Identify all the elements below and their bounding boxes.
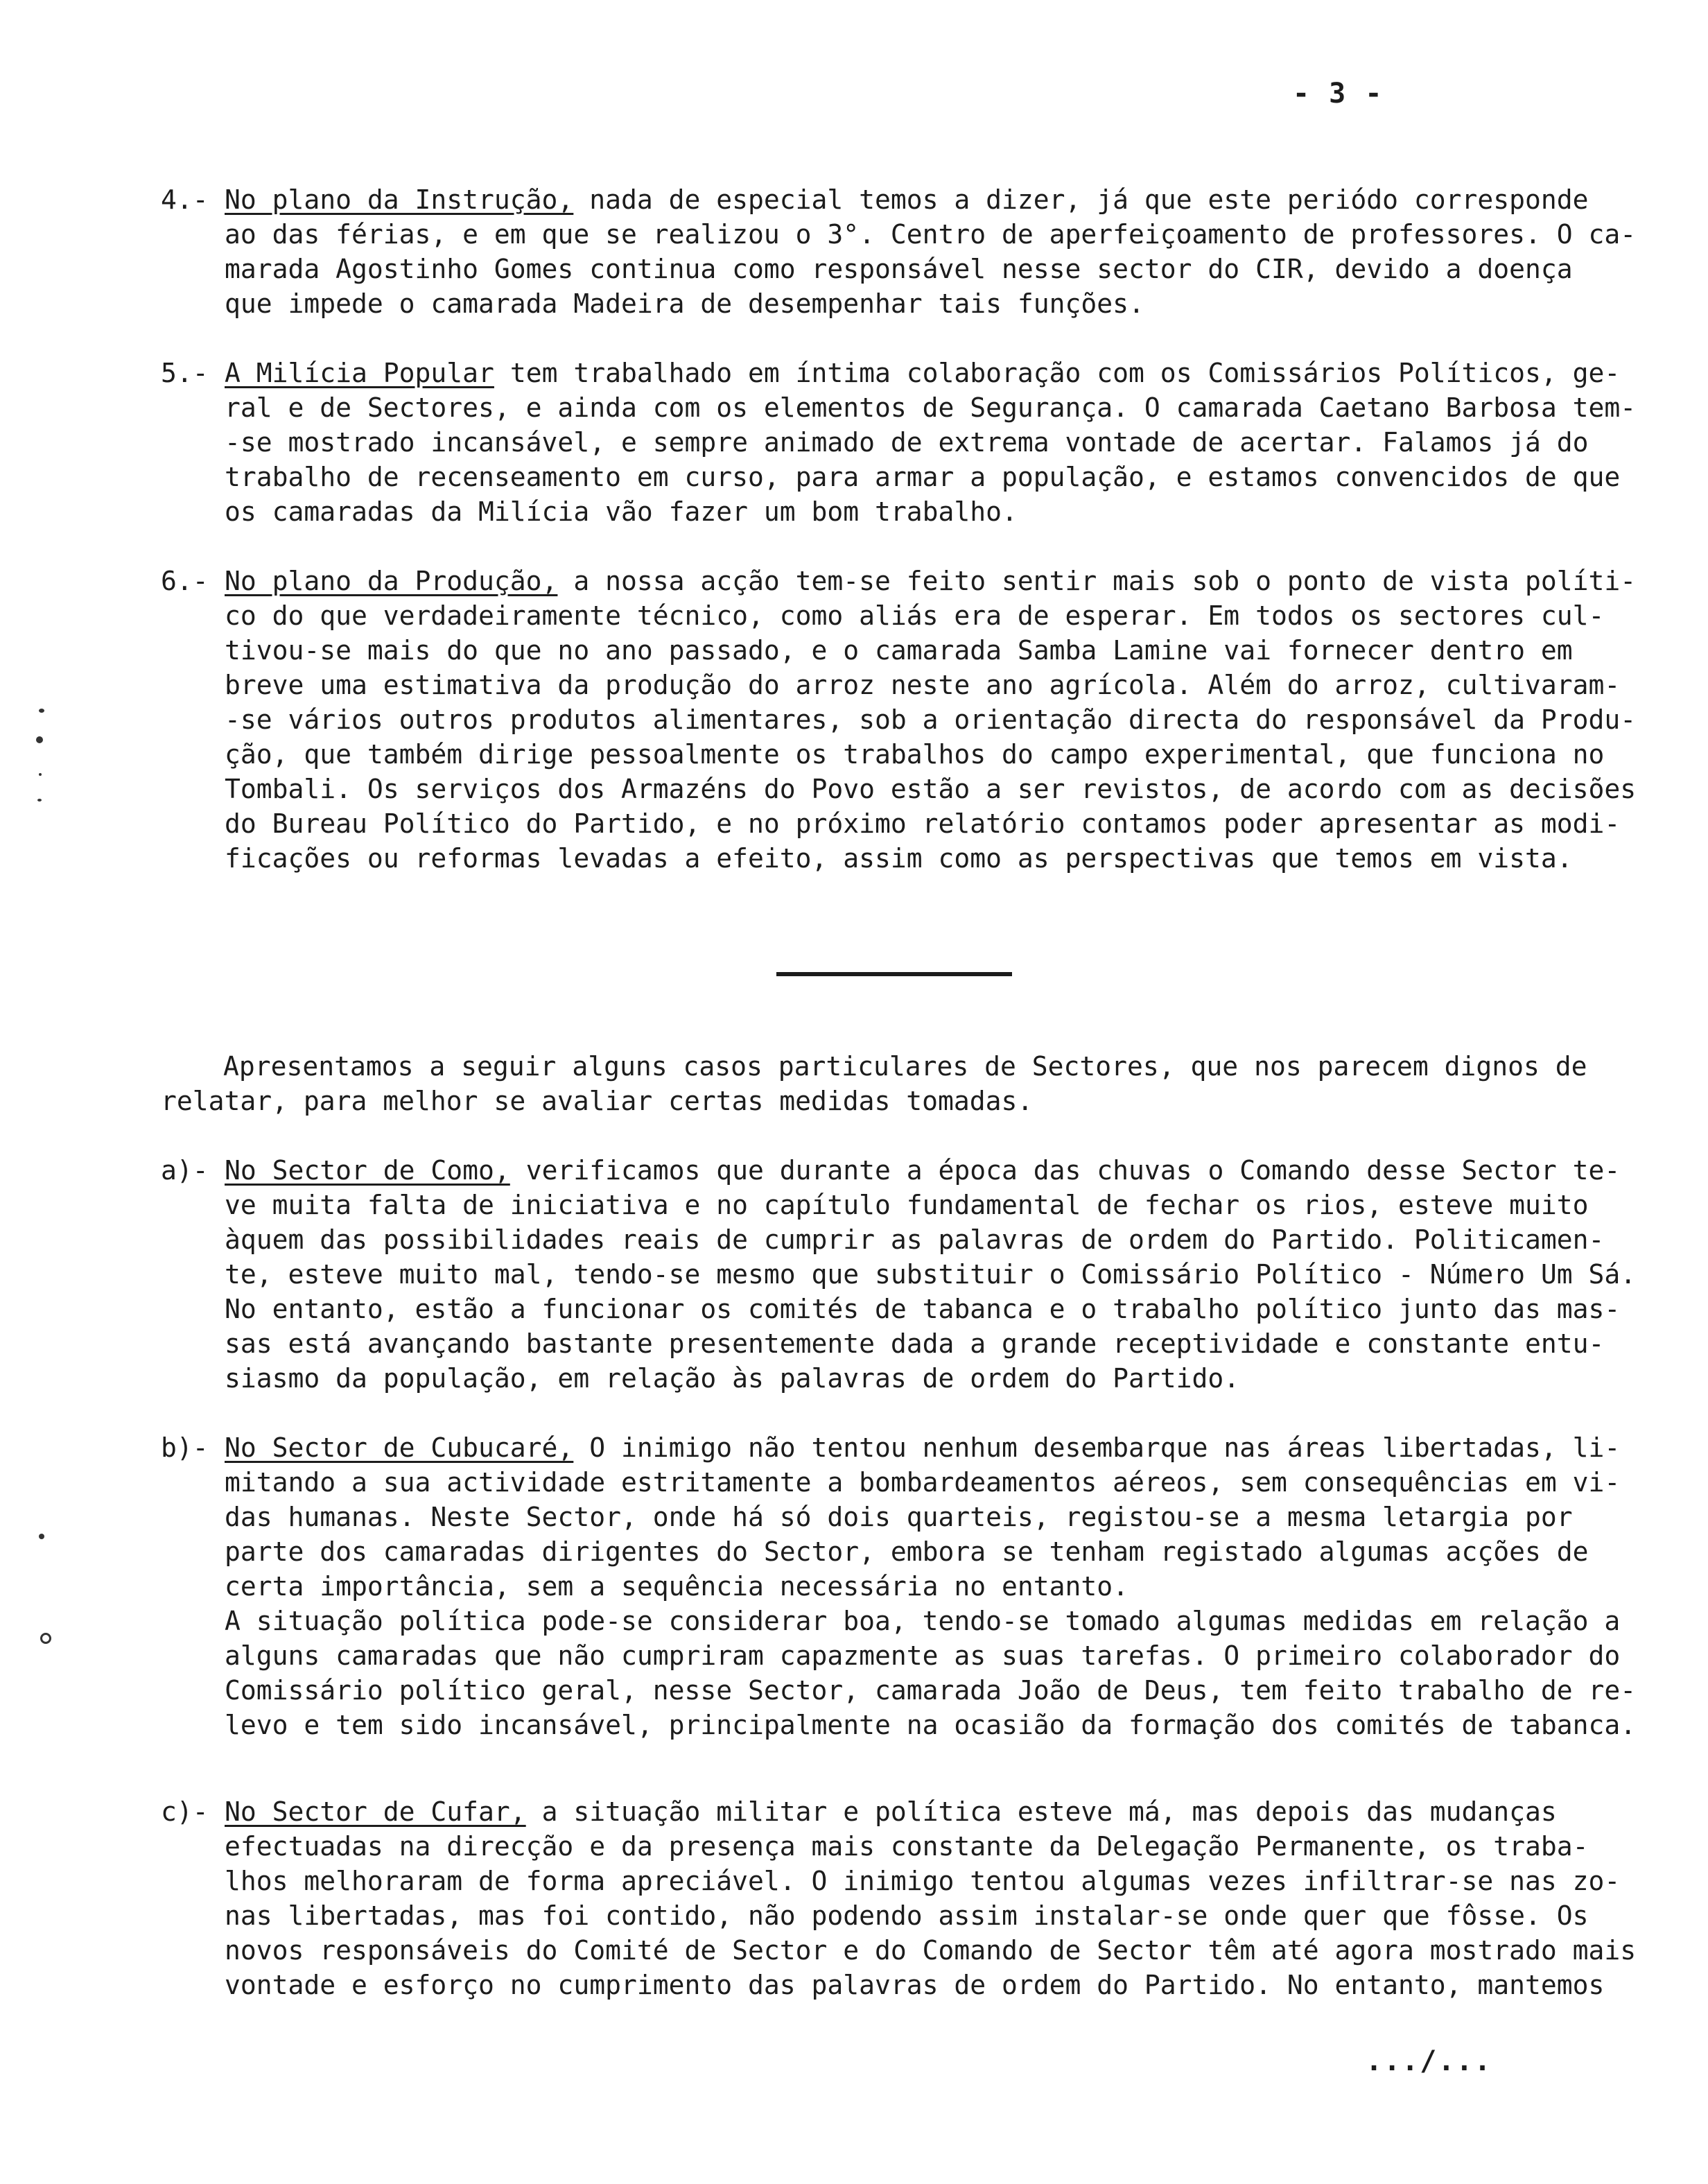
sector-b-line-4: certa importância, sem a sequência necessária no entanto. [225,1571,1129,1602]
scan-speck [39,1534,44,1539]
sector-b-paragraph [161,1430,1708,1604]
sector-a-heading: No Sector de Como, [225,1155,510,1186]
sector-c-line-5: vontade e esforço no cumprimento das palavras de ordem do Partido. No entanto, mantemos [225,1970,1605,2000]
scan-speck [39,773,42,776]
item-6-marker: 6.- [161,566,209,596]
sector-a-paragraph [161,1153,1708,1396]
sector-c-line-4: novos responsáveis do Comité de Sector e do Comando de Sector têm até agora mostrado mais [225,1935,1637,1966]
item-4-heading: No plano da Instrução, [225,184,574,215]
sector-b-extra-line-1: alguns camaradas que não cumpriram capazmente as suas tarefas. O primeiro colaborador do [225,1640,1621,1671]
sector-b-line-1: mitando a sua actividade estritamente a bombardeamentos aéreos, sem consequências em vi- [225,1467,1621,1498]
item-4-line-3: que impede o camarada Madeira de desempenhar tais funções. [225,288,1144,319]
sector-c-line-3: nas libertadas, mas foi contido, não podendo assim instalar-se onde quer que fôsse. Os [225,1900,1589,1931]
item-4-marker: 4.- [161,184,209,215]
item-5-line-4: os camaradas da Milícia vão fazer um bom trabalho. [225,496,1018,527]
sector-a-line-6: siasmo da população, em relação às palavras de ordem do Partido. [225,1363,1240,1394]
section-divider [776,972,1012,976]
item-4-line-1: ao das férias, e em que se realizou o 3°. Centro de aperfeiçoamento de professores. O ca- [225,219,1637,250]
intro-line-1: relatar, para melhor se avaliar certas medidas tomadas. [161,1086,1034,1116]
sector-a-line-3: te, esteve muito mal, tendo-se mesmo que substituir o Comissário Político - Número Um Sá. [225,1259,1637,1290]
item-5-line-1: ral e de Sectores, e ainda com os elementos de Segurança. O camarada Caetano Barbosa tem- [225,392,1637,423]
item-5-line-3: trabalho de recenseamento em curso, para armar a população, e estamos convencidos de que [225,462,1621,492]
continuation-mark: .../... [1366,2045,1492,2077]
item-6-line-6: Tombali. Os serviços dos Armazéns do Povo estão a ser revistos, de acordo com as decisões [225,774,1637,804]
sector-a-line-0: verificamos que durante a época das chuvas o Comando desse Sector te- [509,1155,1621,1186]
sector-c-paragraph [161,1794,1708,2002]
item-6-paragraph [161,564,1708,876]
item-6-line-4: -se vários outros produtos alimentares, sob a orientação directa do responsável da Produ- [225,704,1637,735]
sector-c-heading: No Sector de Cufar, [225,1796,526,1827]
sector-c-line-0: a situação militar e política esteve má, mas depois das mudanças [525,1796,1557,1827]
item-5-heading: A Milícia Popular [225,358,494,388]
item-6-line-8: ficações ou reformas levadas a efeito, assim como as perspectivas que temos em vista. [225,843,1573,874]
sector-b-marker: b)- [161,1432,209,1463]
sector-b-line-3: parte dos camaradas dirigentes do Sector, embora se tenham registado algumas acções de [225,1536,1589,1567]
sector-b-extra-line-2: Comissário político geral, nesse Sector, camarada João de Deus, tem feito trabalho de re- [225,1675,1637,1706]
item-4-paragraph [161,182,1708,321]
item-6-line-1: co do que verdadeiramente técnico, como aliás era de esperar. Em todos os sectores cul- [225,600,1605,631]
scan-speck [37,799,42,801]
item-6-line-3: breve uma estimativa da produção do arroz neste ano agrícola. Além do arroz, cultivaram- [225,670,1621,700]
sector-b-heading: No Sector de Cubucaré, [225,1432,574,1463]
sector-b-line-0: O inimigo não tentou nenhum desembarque nas áreas libertadas, li- [573,1432,1621,1463]
intro-line-0: Apresentamos a seguir alguns casos particulares de Sectores, que nos parecem dignos de [223,1051,1587,1082]
item-5-marker: 5.- [161,358,209,388]
item-5-line-0: tem trabalhado em íntima colaboração com os Comissários Políticos, ge- [494,358,1621,388]
scan-speck [39,709,44,713]
sector-b-line-2: das humanas. Neste Sector, onde há só dois quarteis, registou-se a mesma letargia por [225,1502,1573,1532]
sector-a-line-5: sas está avançando bastante presentemente dada a grande receptividade e constante entu- [225,1328,1605,1359]
sector-b-extra-paragraph [161,1604,1708,1742]
intro-paragraph [161,1049,1679,1118]
sector-c-line-1: efectuadas na direcção e da presença mais constante da Delegação Permanente, os traba- [225,1831,1589,1862]
item-5-line-2: -se mostrado incansável, e sempre animado de extrema vontade de acertar. Falamos já do [225,427,1589,458]
page-number: - 3 - [1293,78,1384,110]
item-6-line-5: ção, que também dirige pessoalmente os trabalhos do campo experimental, que funciona no [225,739,1605,770]
sector-b-extra-line-3: levo e tem sido incansável, principalmente na ocasião da formação dos comités de tabanca. [225,1710,1637,1740]
sector-b-extra-line-0: A situação política pode-se considerar boa, tendo-se tomado algumas medidas em relação a [225,1606,1621,1636]
item-4-line-2: marada Agostinho Gomes continua como responsável nesse sector do CIR, devido a doença [225,254,1573,284]
sector-c-marker: c)- [161,1796,209,1827]
item-6-line-0: a nossa acção tem-se feito sentir mais sob o ponto de vista políti- [557,566,1637,596]
scan-speck [36,736,43,743]
sector-c-line-2: lhos melhoraram de forma apreciável. O inimigo tentou algumas vezes infiltrar-se nas zo- [225,1866,1621,1896]
sector-a-line-4: No entanto, estão a funcionar os comités de tabanca e o trabalho político junto das mas- [225,1294,1621,1324]
scan-speck [40,1633,51,1644]
item-6-line-2: tivou-se mais do que no ano passado, e o camarada Samba Lamine vai fornecer dentro em [225,635,1573,666]
sector-a-line-1: ve muita falta de iniciativa e no capítulo fundamental de fechar os rios, esteve muito [225,1190,1589,1220]
item-6-heading: No plano da Produção, [225,566,558,596]
item-6-line-7: do Bureau Político do Partido, e no próximo relatório contamos poder apresentar as modi- [225,808,1621,839]
item-4-line-0: nada de especial temos a dizer, já que este periódo corresponde [573,184,1589,215]
sector-a-marker: a)- [161,1155,209,1186]
sector-a-line-2: àquem das possibilidades reais de cumprir as palavras de ordem do Partido. Politicamen- [225,1224,1605,1255]
item-5-paragraph [161,356,1708,529]
